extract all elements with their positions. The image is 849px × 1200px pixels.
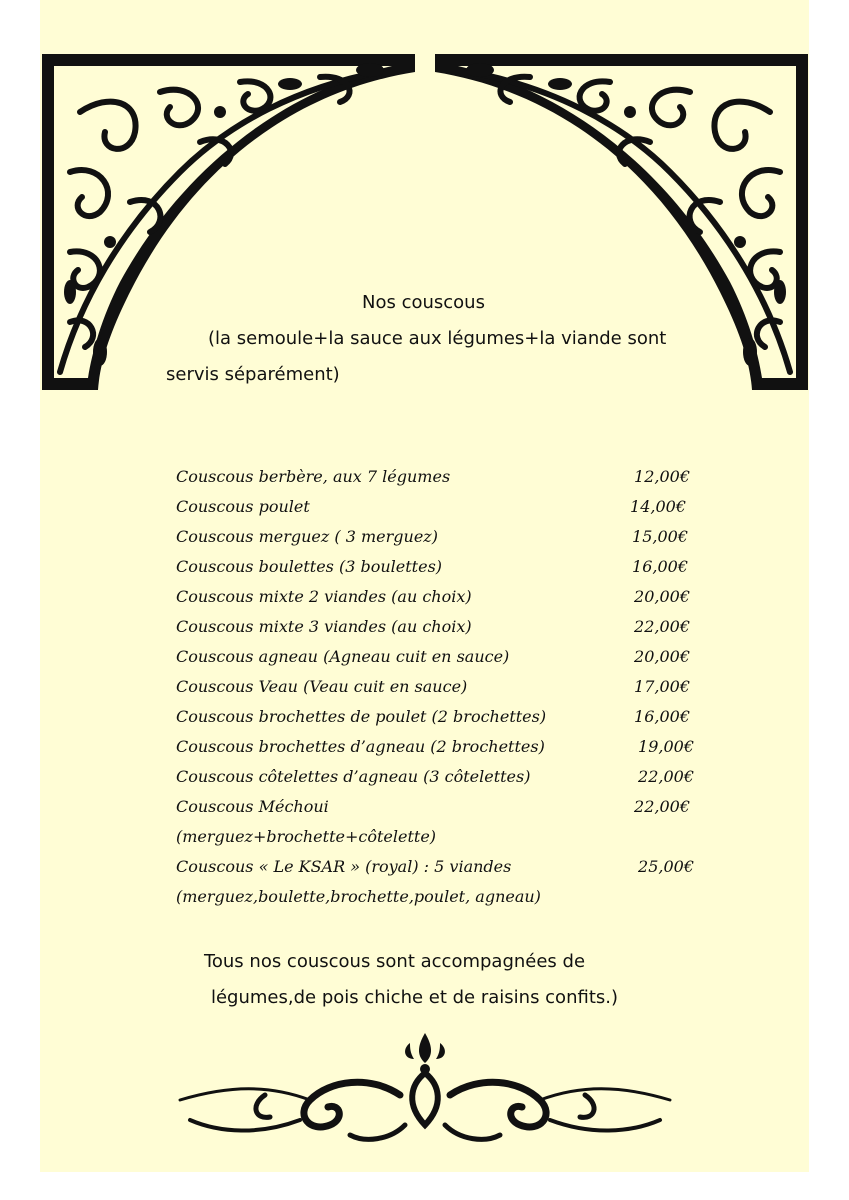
menu-item-detail-text: (merguez+brochette+côtelette) bbox=[176, 827, 437, 846]
menu-item-price: 17,00€ bbox=[634, 677, 690, 696]
menu-item-name: Couscous brochettes d’agneau (2 brochettes) bbox=[176, 737, 545, 756]
menu-item bbox=[176, 792, 696, 822]
menu-item-detail bbox=[176, 882, 696, 912]
menu-item-name: Couscous mixte 3 viandes (au choix) bbox=[176, 617, 472, 636]
menu-item-detail-text: (merguez,boulette,brochette,poulet, agneau) bbox=[176, 887, 541, 906]
menu-item-price: 19,00€ bbox=[638, 737, 694, 756]
menu-item-name: Couscous mixte 2 viandes (au choix) bbox=[176, 587, 472, 606]
menu-item bbox=[176, 522, 696, 552]
menu-item bbox=[176, 462, 696, 492]
menu-item-name: Couscous merguez ( 3 merguez) bbox=[176, 527, 438, 546]
menu-item-price: 22,00€ bbox=[634, 617, 690, 636]
menu-item bbox=[176, 582, 696, 612]
menu-item bbox=[176, 492, 696, 522]
menu-item-name: Couscous Veau (Veau cuit en sauce) bbox=[176, 677, 468, 696]
menu-item-price: 15,00€ bbox=[632, 527, 688, 546]
scroll-flourish bbox=[170, 1025, 680, 1150]
menu-item-name: Couscous côtelettes d’agneau (3 côtelettes) bbox=[176, 767, 531, 786]
menu-item-price: 12,00€ bbox=[634, 467, 690, 486]
footer-line-1: Tous nos couscous sont accompagnées de bbox=[203, 951, 586, 972]
menu-item-price: 14,00€ bbox=[630, 497, 686, 516]
menu-item-name: Couscous berbère, aux 7 légumes bbox=[176, 467, 451, 486]
menu-list bbox=[176, 462, 696, 912]
page-title: Nos couscous bbox=[362, 292, 485, 313]
footer-line-2: légumes,de pois chiche et de raisins confits.) bbox=[210, 987, 618, 1008]
menu-item-price: 16,00€ bbox=[634, 707, 690, 726]
menu-item-price: 20,00€ bbox=[634, 647, 690, 666]
menu-item bbox=[176, 672, 696, 702]
menu-item-name: Couscous agneau (Agneau cuit en sauce) bbox=[176, 647, 510, 666]
menu-item-name: Couscous boulettes (3 boulettes) bbox=[176, 557, 443, 576]
menu-item-price: 22,00€ bbox=[634, 797, 690, 816]
menu-item bbox=[176, 612, 696, 642]
menu-item-name: Couscous brochettes de poulet (2 brochettes) bbox=[176, 707, 547, 726]
menu-item-price: 16,00€ bbox=[632, 557, 688, 576]
menu-item-price: 22,00€ bbox=[638, 767, 694, 786]
menu-item bbox=[176, 762, 696, 792]
menu-item-price: 20,00€ bbox=[634, 587, 690, 606]
menu-item-detail bbox=[176, 822, 696, 852]
menu-item bbox=[176, 732, 696, 762]
menu-item bbox=[176, 702, 696, 732]
subtitle-line-2: servis séparément) bbox=[166, 364, 340, 385]
footer-note bbox=[0, 944, 849, 1016]
subtitle-line-1: (la semoule+la sauce aux légumes+la viande sont bbox=[208, 328, 667, 349]
menu-item-name: Couscous poulet bbox=[176, 497, 310, 516]
menu-item-price: 25,00€ bbox=[638, 857, 694, 876]
menu-item-name: Couscous Méchoui bbox=[176, 797, 329, 816]
menu-item-name: Couscous « Le KSAR » (royal) : 5 viandes bbox=[176, 857, 512, 876]
menu-item bbox=[176, 552, 696, 582]
menu-item bbox=[176, 852, 696, 882]
menu-item bbox=[176, 642, 696, 672]
